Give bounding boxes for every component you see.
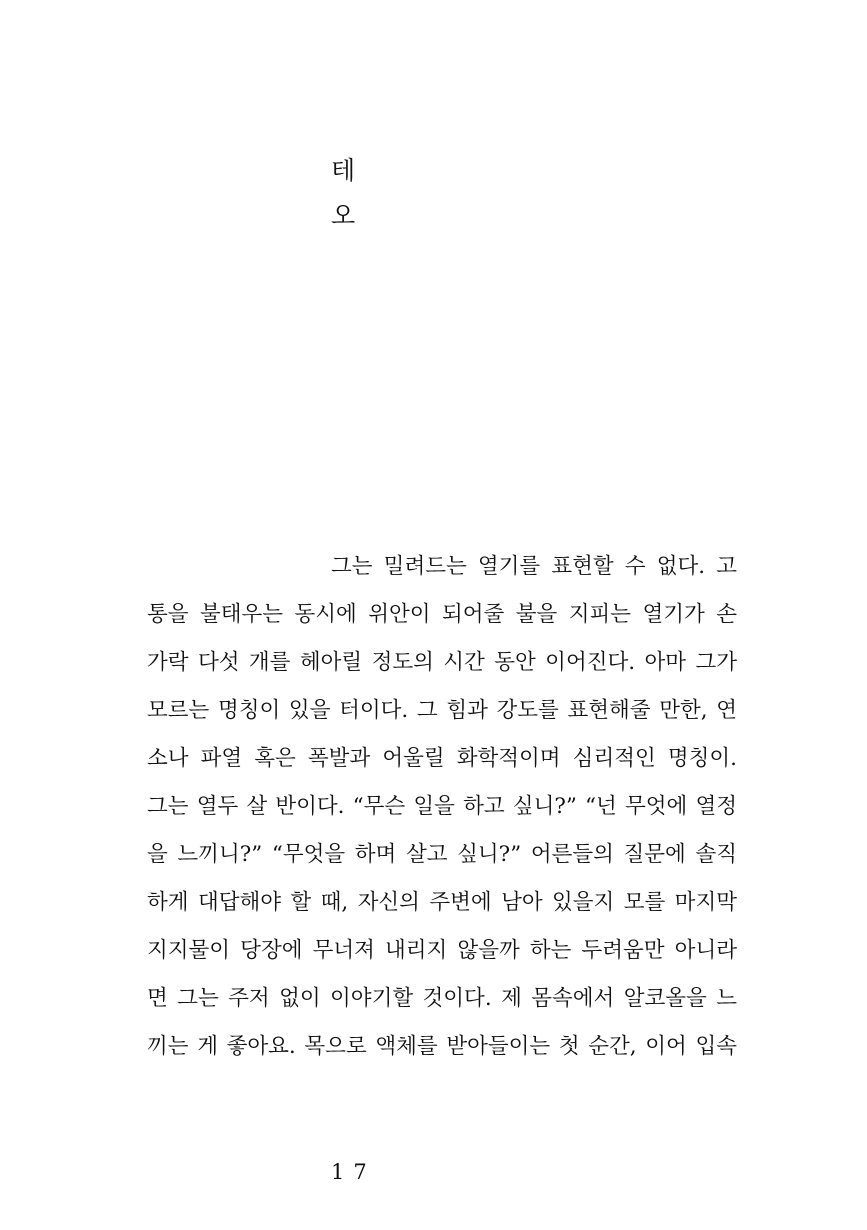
text-line: 끼는 게 좋아요. 목으로 액체를 받아들이는 첫 순간, 이어 입속 <box>147 1034 737 1059</box>
text-line: 그는 밀려드는 열기를 표현할 수 없다. 고 <box>331 554 737 579</box>
text-line: 소나 파열 혹은 폭발과 어울릴 화학적이며 심리적인 명칭이. <box>147 746 737 771</box>
text-line: 을 느끼니?” “무엇을 하며 살고 싶니?” 어른들의 질문에 솔직 <box>147 842 737 867</box>
page-number: 17 <box>331 1160 376 1184</box>
text-line: 가락 다섯 개를 헤아릴 정도의 시간 동안 이어진다. 아마 그가 <box>147 650 737 675</box>
text-line: 통을 불태우는 동시에 위안이 되어줄 불을 지피는 열기가 손 <box>147 602 737 627</box>
chapter-title-char: 테 <box>331 156 356 185</box>
text-line: 면 그는 주저 없이 이야기할 것이다. 제 몸속에서 알코올을 느 <box>147 986 737 1011</box>
text-line: 지지물이 당장에 무너져 내리지 않을까 하는 두려움만 아니라 <box>147 938 737 963</box>
chapter-title-char: 오 <box>331 201 356 230</box>
chapter-title <box>331 148 371 238</box>
body-text <box>147 543 737 1071</box>
text-line: 그는 열두 살 반이다. “무슨 일을 하고 싶니?” “넌 무엇에 열정 <box>147 794 737 819</box>
text-line: 하게 대답해야 할 때, 자신의 주변에 남아 있을지 모를 마지막 <box>147 890 737 915</box>
text-line: 모르는 명칭이 있을 터이다. 그 힘과 강도를 표현해줄 만한, 연 <box>147 698 737 723</box>
